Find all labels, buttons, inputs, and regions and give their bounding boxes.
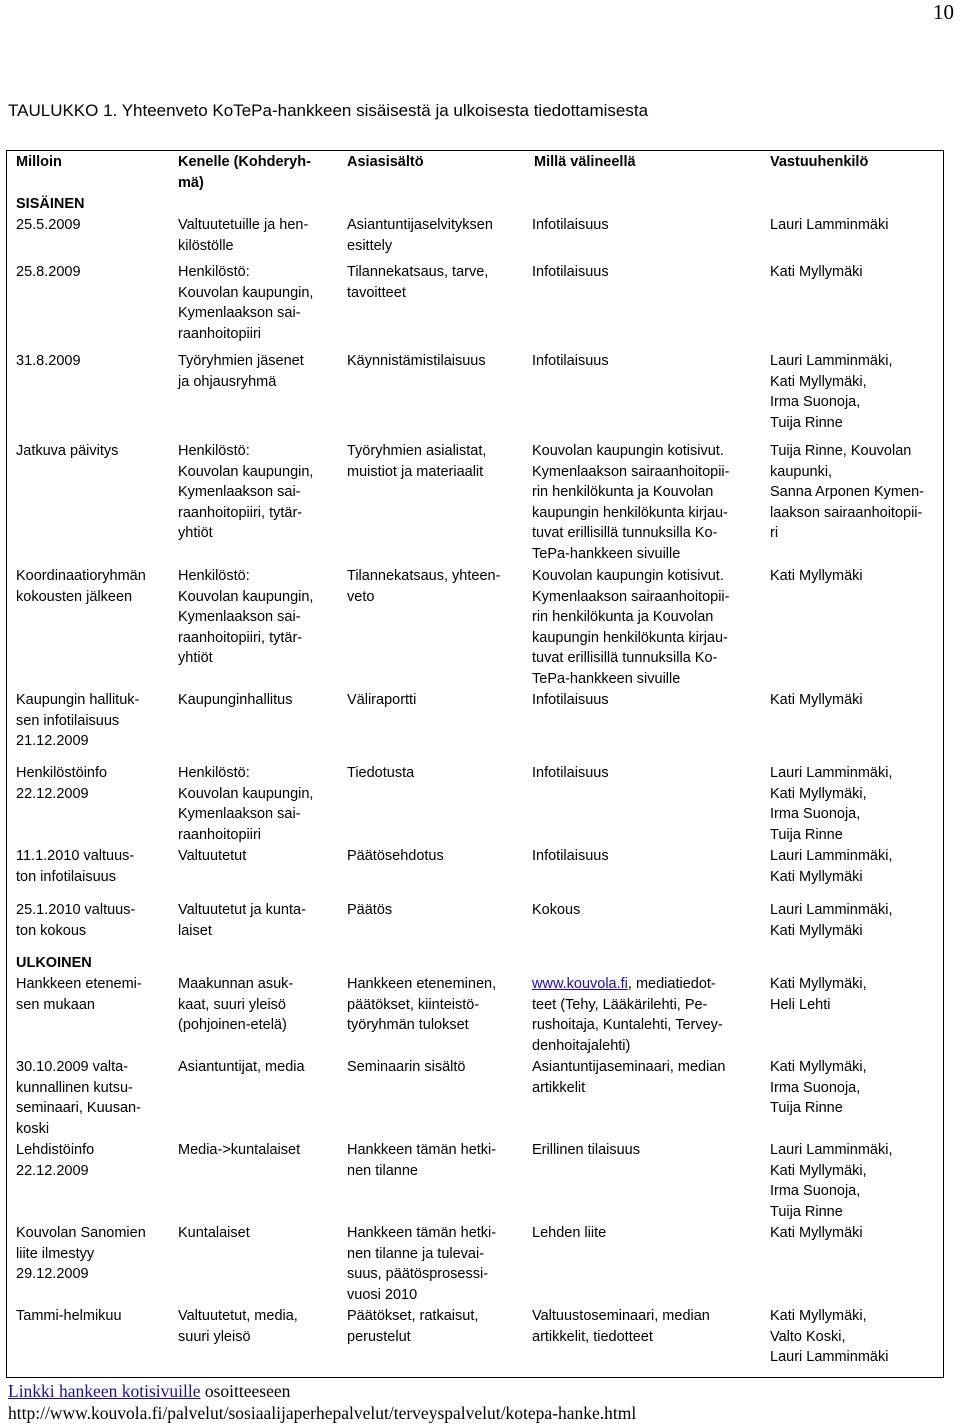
row-6-kenelle: Kaupunginhallitus <box>178 692 293 708</box>
row-13-vastuu: Kati Myllymäki <box>770 1225 863 1241</box>
summary-table <box>6 150 944 1378</box>
row-5-milloin: Koordinaatioryhmän kokousten jälkeen <box>16 568 146 605</box>
row-9-milloin: 25.1.2010 valtuus- ton kokous <box>16 902 136 939</box>
row-12-kenelle: Media->kuntalaiset <box>178 1142 301 1158</box>
row-8-milloin: 11.1.2010 valtuus- ton infotilaisuus <box>16 848 135 885</box>
row-14-vaaline: Valtuustoseminaari, median artikkelit, tiedotteet <box>532 1308 710 1345</box>
row-13-kenelle: Kuntalaiset <box>178 1225 250 1241</box>
row-2-milloin: 25.8.2009 <box>16 264 81 280</box>
row-13-asia: Hankkeen tämän hetki- nen tilanne ja tulevai- suus, päätösprosessi- vuosi 2010 <box>347 1225 497 1303</box>
row-5-vaaline: Kouvolan kaupungin kotisivut. Kymenlaakson sairaanhoitopii- rin henkilökunta ja Kouvolan kaupungin henkilökunta kirjau- tuvat erillisillä tunnuksilla Ko- TePa-hankkeen sivuille <box>532 568 730 687</box>
row-10-vastuu: Kati Myllymäki, Heli Lehti <box>770 976 867 1013</box>
row-2-kenelle: Henkilöstö: Kouvolan kaupungin, Kymenlaakson sai- raanhoitopiiri <box>178 264 314 342</box>
row-7-milloin: Henkilöstöinfo 22.12.2009 <box>16 765 108 802</box>
row-1-milloin: 25.5.2009 <box>16 217 81 233</box>
row-12-asia: Hankkeen tämän hetki- nen tilanne <box>347 1142 497 1179</box>
row-14-asia: Päätökset, ratkaisut, perustelut <box>347 1308 479 1345</box>
header-vastuuhenkilo: Vastuuhenkilö <box>770 154 869 170</box>
row-3-vaaline: Infotilaisuus <box>532 353 609 369</box>
table-title: TAULUKKO 1. Yhteenveto KoTePa-hankkeen sisäisestä ja ulkoisesta tiedottamisesta <box>8 101 649 120</box>
row-4-vastuu: Tuija Rinne, Kouvolan kaupunki, Sanna Arponen Kymen- laakson sairaanhoitopii- ri <box>770 443 924 542</box>
row-6-vaaline: Infotilaisuus <box>532 692 609 708</box>
row-1-kenelle: Valtuutetuille ja hen- kilöstölle <box>178 217 309 254</box>
row-10-milloin: Hankkeen etenemi- sen mukaan <box>16 976 142 1013</box>
row-8-kenelle: Valtuutetut <box>178 848 247 864</box>
row-4-kenelle: Henkilöstö: Kouvolan kaupungin, Kymenlaakson sai- raanhoitopiiri, tytär- yhtiöt <box>178 443 314 542</box>
header-asiasisalto: Asiasisältö <box>347 154 424 170</box>
row-11-asia: Seminaarin sisältö <box>347 1059 466 1075</box>
footer-url[interactable]: http://www.kouvola.fi/palvelut/sosiaalijaperhepalvelut/terveyspalvelut/kotepa-hanke.html <box>8 1403 637 1423</box>
row-5-asia: Tilannekatsaus, yhteen- veto <box>347 568 501 605</box>
row-10-asia: Hankkeen eteneminen, päätökset, kiinteistö- työryhmän tulokset <box>347 976 497 1034</box>
row-12-milloin: Lehdistöinfo 22.12.2009 <box>16 1142 95 1179</box>
row-3-milloin: 31.8.2009 <box>16 353 81 369</box>
row-14-milloin: Tammi-helmikuu <box>16 1308 122 1324</box>
row-10-vaaline <box>532 974 723 1056</box>
section-internal: SISÄINEN <box>16 196 85 212</box>
row-4-milloin: Jatkuva päivitys <box>16 443 119 459</box>
row-13-vaaline: Lehden liite <box>532 1225 607 1241</box>
row-9-vastuu: Lauri Lamminmäki, Kati Myllymäki <box>770 902 893 939</box>
homepage-link[interactable]: Linkki hankeen kotisivuille <box>8 1381 201 1401</box>
page-number: 10 <box>933 0 954 24</box>
row-7-asia: Tiedotusta <box>347 765 415 781</box>
row-7-vaaline: Infotilaisuus <box>532 765 609 781</box>
header-vaalineella: Millä välineellä <box>534 154 636 170</box>
header-kenelle: Kenelle (Kohderyh- mä) <box>178 154 311 191</box>
row-11-kenelle: Asiantuntijat, media <box>178 1059 305 1075</box>
row-9-kenelle: Valtuutetut ja kunta- laiset <box>178 902 306 939</box>
row-8-vastuu: Lauri Lamminmäki, Kati Myllymäki <box>770 848 893 885</box>
row-13-milloin: Kouvolan Sanomien liite ilmestyy 29.12.2009 <box>16 1225 146 1283</box>
row-6-vastuu: Kati Myllymäki <box>770 692 863 708</box>
section-external: ULKOINEN <box>16 955 92 971</box>
row-3-kenelle: Työryhmien jäsenet ja ohjausryhmä <box>178 353 304 390</box>
row-1-vaaline: Infotilaisuus <box>532 217 609 233</box>
row-8-asia: Päätösehdotus <box>347 848 444 864</box>
row-10-kenelle: Maakunnan asuk- kaat, suuri yleisö (pohjoinen-etelä) <box>178 976 294 1034</box>
row-12-vaaline: Erillinen tilaisuus <box>532 1142 640 1158</box>
row-11-milloin: 30.10.2009 valta- kunnallinen kutsu- seminaari, Kuusan- koski <box>16 1059 141 1137</box>
row-3-vastuu: Lauri Lamminmäki, Kati Myllymäki, Irma Suonoja, Tuija Rinne <box>770 353 893 431</box>
row-11-vastuu: Kati Myllymäki, Irma Suonoja, Tuija Rinne <box>770 1059 867 1117</box>
row-4-asia: Työryhmien asialistat, muistiot ja materiaalit <box>347 443 487 480</box>
row-10-vaaline-text: , mediatiedot- teet (Tehy, Lääkärilehti, Pe- rushoitaja, Kuntalehti, Tervey- denhoitajalehti) <box>532 976 723 1054</box>
row-2-vastuu: Kati Myllymäki <box>770 264 863 280</box>
row-3-asia: Käynnistämistilaisuus <box>347 353 486 369</box>
row-1-vastuu: Lauri Lamminmäki <box>770 217 889 233</box>
row-4-vaaline: Kouvolan kaupungin kotisivut. Kymenlaakson sairaanhoitopii- rin henkilökunta ja Kouvolan kaupungin henkilökunta kirjau- tuvat erillisillä tunnuksilla Ko- TePa-hankkeen sivuille <box>532 443 730 562</box>
row-5-vastuu: Kati Myllymäki <box>770 568 863 584</box>
row-1-asia: Asiantuntijaselvityksen esittely <box>347 217 493 254</box>
row-2-asia: Tilannekatsaus, tarve, tavoitteet <box>347 264 489 301</box>
row-9-asia: Päätös <box>347 902 393 918</box>
row-14-kenelle: Valtuutetut, media, suuri yleisö <box>178 1308 298 1345</box>
row-12-vastuu: Lauri Lamminmäki, Kati Myllymäki, Irma Suonoja, Tuija Rinne <box>770 1142 893 1220</box>
header-milloin: Milloin <box>16 154 62 170</box>
row-6-asia: Väliraportti <box>347 692 417 708</box>
row-7-kenelle: Henkilöstö: Kouvolan kaupungin, Kymenlaakson sai- raanhoitopiiri <box>178 765 314 843</box>
row-11-vaaline: Asiantuntijaseminaari, median artikkelit <box>532 1059 726 1096</box>
row-6-milloin: Kaupungin hallituk- sen infotilaisuus 21.12.2009 <box>16 692 140 750</box>
footer-line <box>8 1381 290 1402</box>
row-2-vaaline: Infotilaisuus <box>532 264 609 280</box>
row-5-kenelle: Henkilöstö: Kouvolan kaupungin, Kymenlaakson sai- raanhoitopiiri, tytär- yhtiöt <box>178 568 314 667</box>
footer-suffix: osoitteeseen <box>200 1381 291 1401</box>
row-14-vastuu: Kati Myllymäki, Valto Koski, Lauri Lamminmäki <box>770 1308 889 1366</box>
row-9-vaaline: Kokous <box>532 902 581 918</box>
row-7-vastuu: Lauri Lamminmäki, Kati Myllymäki, Irma Suonoja, Tuija Rinne <box>770 765 893 843</box>
kouvola-link[interactable]: www.kouvola.fi <box>532 976 628 992</box>
row-8-vaaline: Infotilaisuus <box>532 848 609 864</box>
